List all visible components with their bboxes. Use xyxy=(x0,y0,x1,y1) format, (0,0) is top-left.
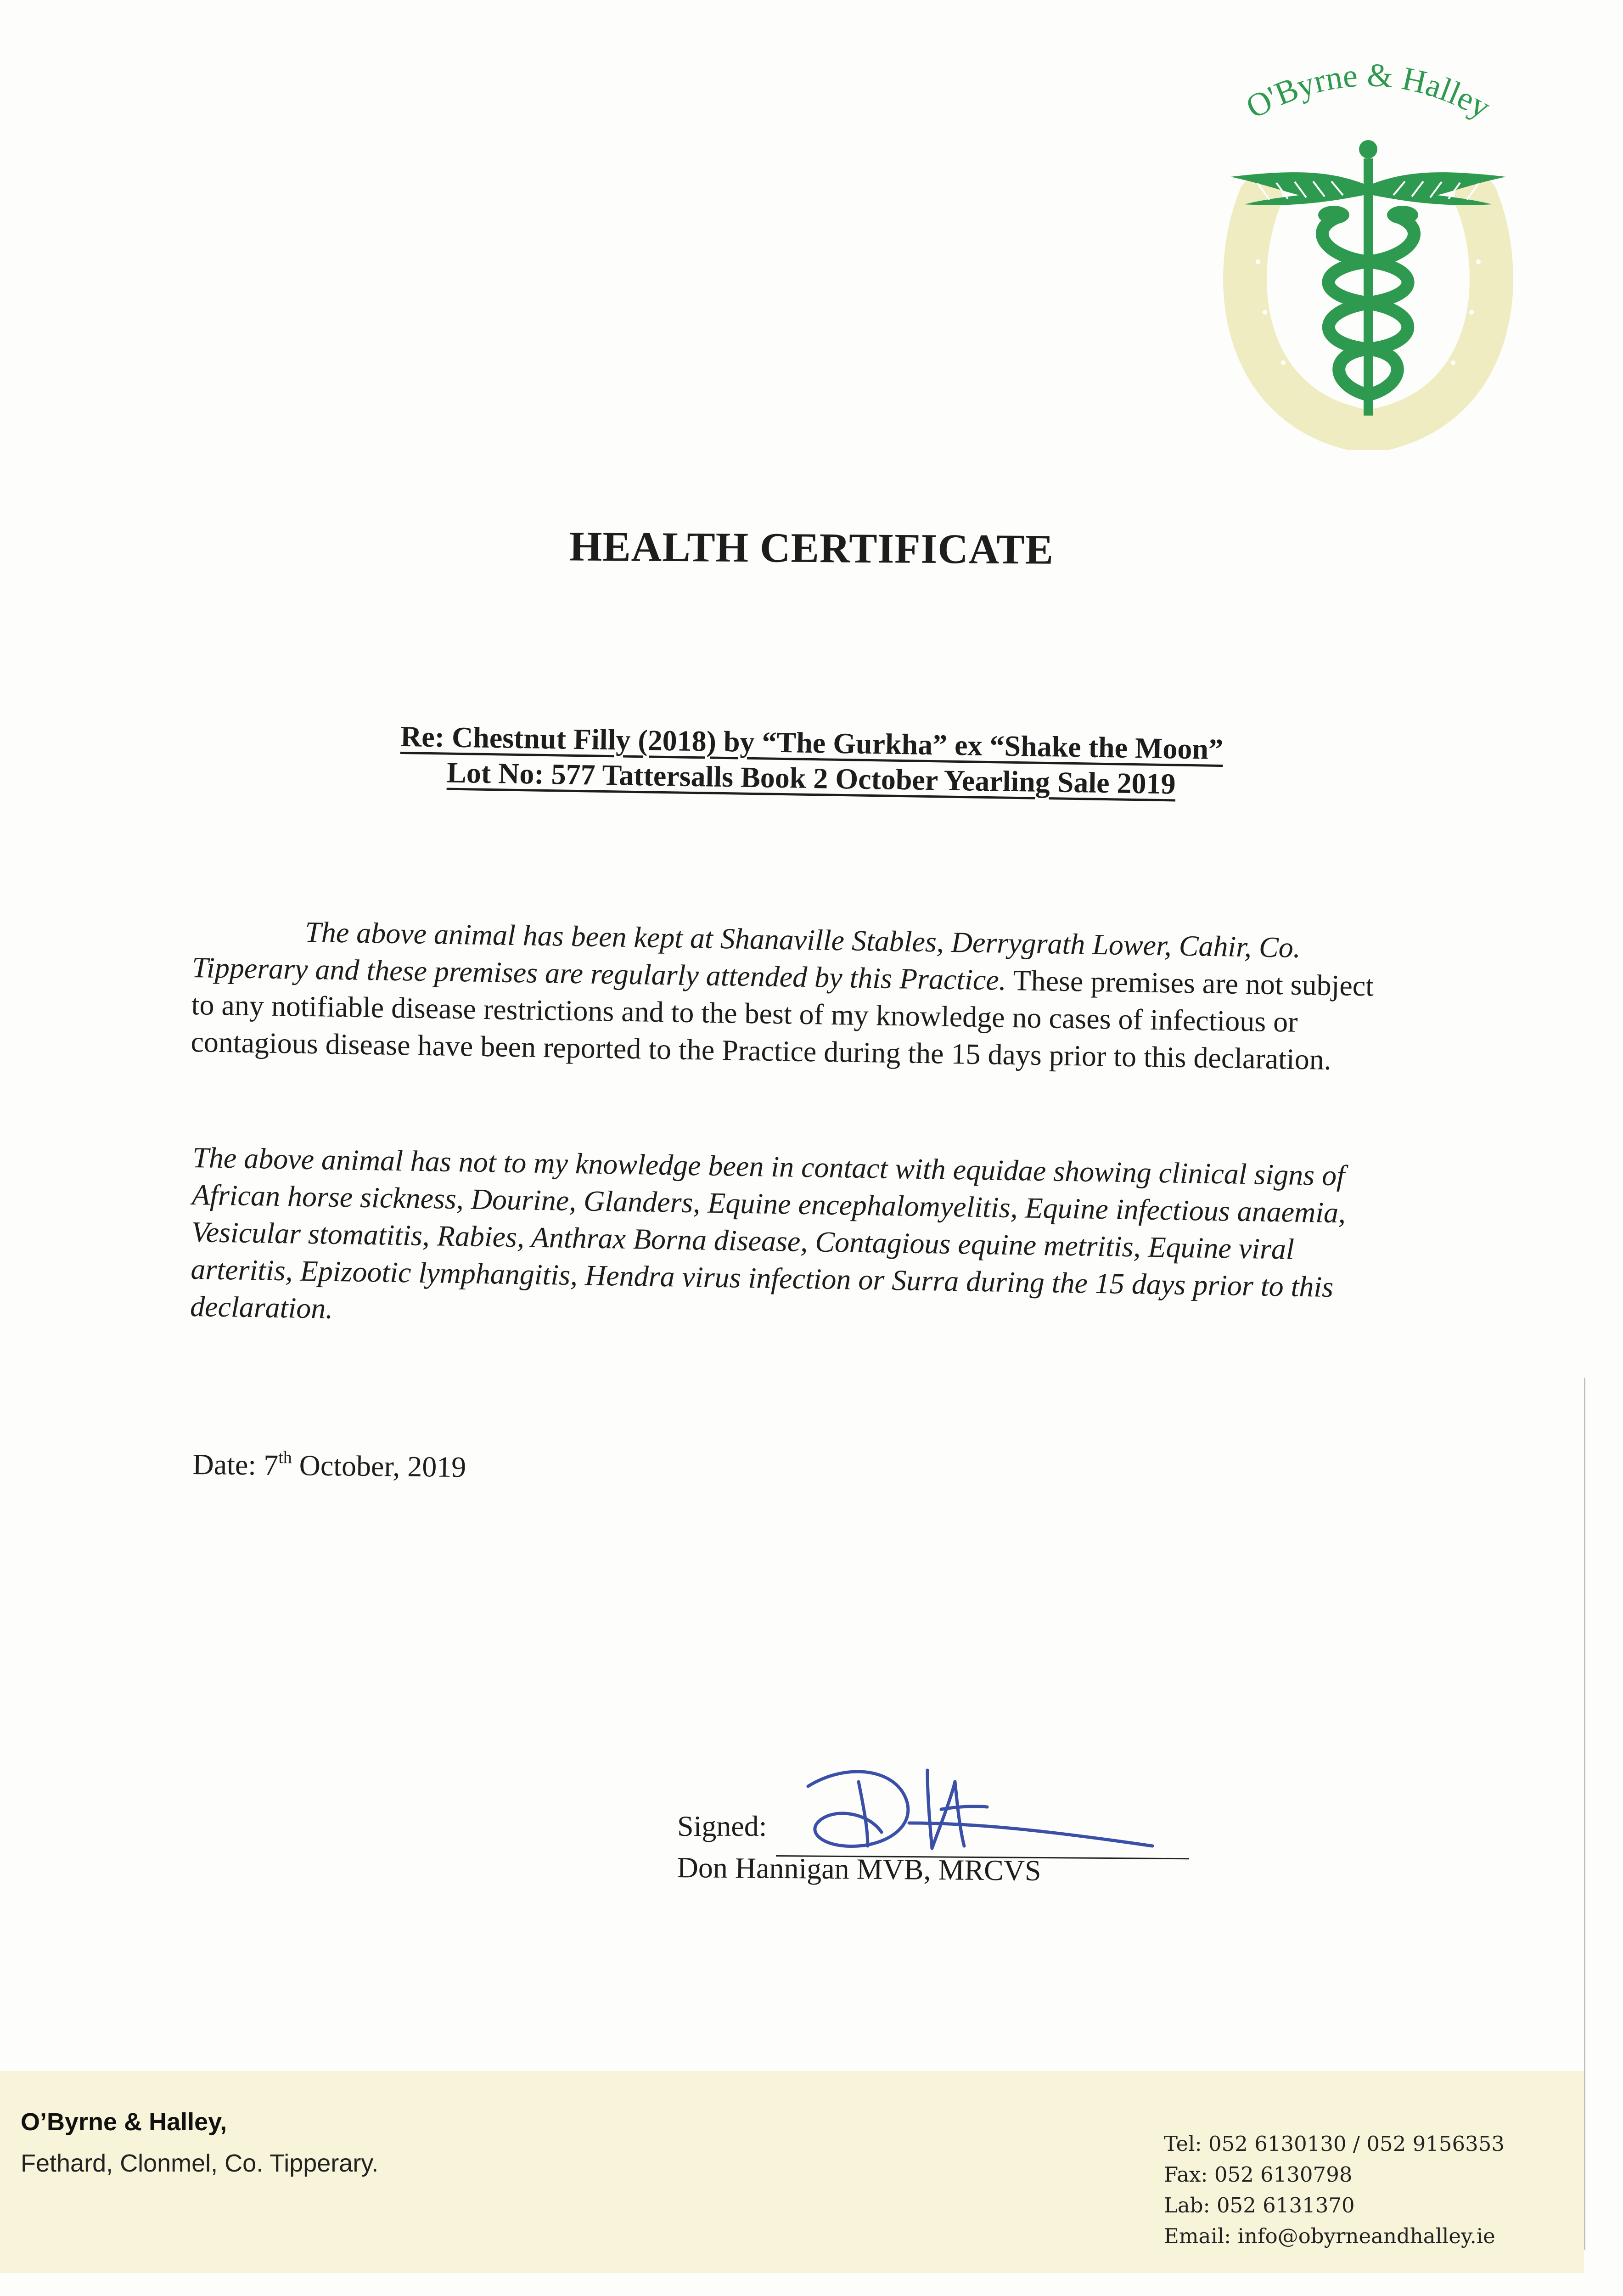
premises-regular-text: These premises are not subject to any notifiable disease restrictions and to the best of my knowledge no cases of infectious or contagious disease have been reported to the Practice during the 15 days prior to this declaration. xyxy=(190,963,1374,1076)
premises-paragraph xyxy=(191,912,1396,1079)
declaration-date xyxy=(192,1446,466,1484)
contact-email: Email: info@obyrneandhalley.ie xyxy=(1164,2224,1495,2248)
footer-address: Fethard, Clonmel, Co. Tipperary. xyxy=(21,2150,379,2177)
letterhead-footer xyxy=(0,2071,1584,2273)
contact-fax: Fax: 052 6130798 xyxy=(1164,2162,1353,2187)
signed-label: Signed: xyxy=(677,1810,767,1842)
date-suffix: th xyxy=(278,1447,292,1468)
premises-italic-text: The above animal has been kept at Shanaville Stables, Derrygrath Lower, Cahir, Co. Tipperary and these premises are regularly attended by this Practice. xyxy=(191,915,1301,996)
caduceus-horseshoe-icon xyxy=(1189,46,1547,450)
handwritten-signature xyxy=(790,1754,1157,1860)
date-rest: October, 2019 xyxy=(292,1449,466,1484)
footer-company-name: O’Byrne & Halley, xyxy=(21,2108,227,2136)
contact-lab: Lab: 052 6131370 xyxy=(1164,2193,1355,2217)
page-edge xyxy=(1584,1378,1585,2250)
logo-text: O'Byrne & Halley xyxy=(1240,56,1497,126)
signer-name: Don Hannigan MVB, MRCVS xyxy=(677,1851,1041,1887)
date-label: Date: 7 xyxy=(192,1447,279,1481)
reference-block xyxy=(0,713,1623,809)
disease-contact-paragraph: The above animal has not to my knowledge been in contact with equidae showing clinical signs of African horse sickness, Dourine, Glanders, Equine encephalomyelitis, Equine infectious anaemia, Vesicular stomatitis, Rabies, Anthrax Borna disease, Contagious equine metritis, Equine viral arteritis, Epizootic lymphangitis, Hendra virus infection or Surra during the 15 days prior to this declaration. xyxy=(190,1141,1346,1325)
reference-line-horse: Re: Chestnut Filly (2018) by “The Gurkha” ex “Shake the Moon” xyxy=(400,720,1224,766)
contact-details xyxy=(1164,2128,1505,2251)
company-logo xyxy=(1189,46,1547,450)
document-title: HEALTH CERTIFICATE xyxy=(569,523,1054,573)
contact-tel: Tel: 052 6130130 / 052 9156353 xyxy=(1164,2132,1505,2156)
reference-line-lot: Lot No: 577 Tattersalls Book 2 October Yearling Sale 2019 xyxy=(446,756,1176,800)
